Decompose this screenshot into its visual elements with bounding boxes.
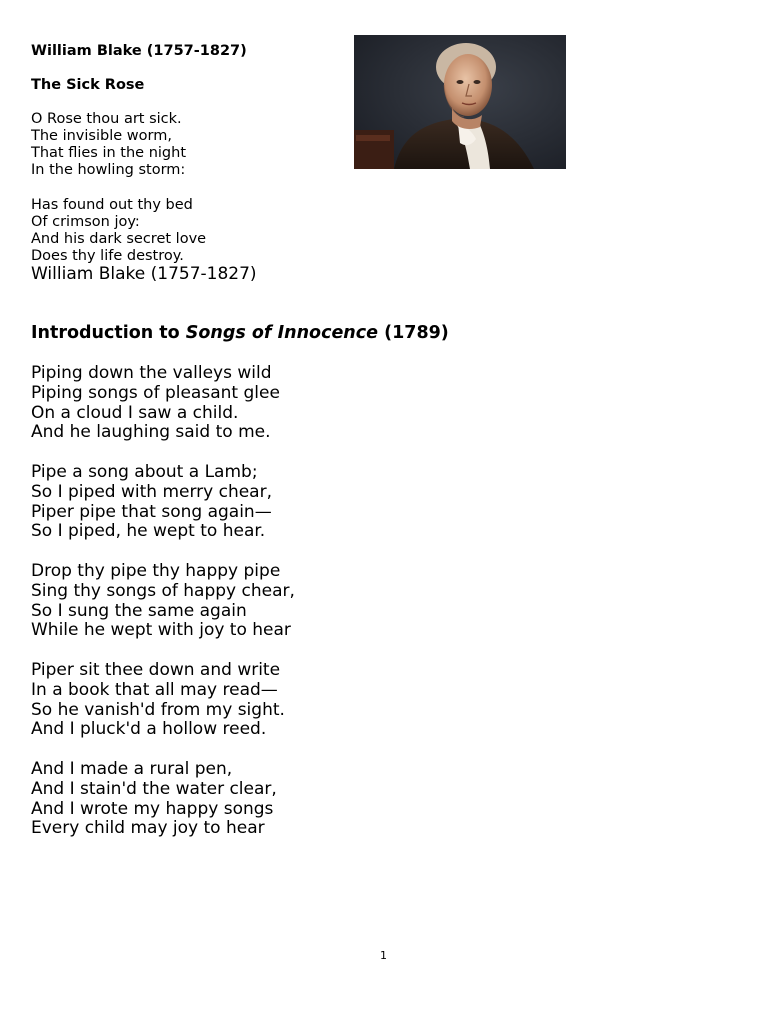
poem-line: Piper sit thee down and write <box>31 660 281 680</box>
poem-line: Piping songs of pleasant glee <box>31 382 280 403</box>
poem-line: And I made a rural pen, <box>31 759 233 779</box>
poem-line: In a book that all may read— <box>31 679 278 700</box>
poem-title-sick-rose: The Sick Rose <box>31 77 145 93</box>
poem-line: On a cloud I saw a child. <box>31 402 239 423</box>
poem-line: So I sung the same again <box>31 600 247 621</box>
poem-line: So he vanish'd from my sight. <box>31 699 285 720</box>
poem-line: So I piped, he wept to hear. <box>31 521 266 542</box>
poem-title-introduction <box>31 323 449 343</box>
poem2-stanza-3 <box>31 562 295 641</box>
poem-line: Every child may joy to hear <box>31 818 265 839</box>
poem-line: Drop thy pipe thy happy pipe <box>31 561 281 581</box>
poem2-stanza-5 <box>31 760 277 839</box>
poem-line: So I piped with merry chear, <box>31 481 272 502</box>
title-prefix: Introduction to <box>31 323 186 343</box>
poem-line: Piper pipe that song again— <box>31 501 272 522</box>
poem-line: That flies in the night <box>31 145 187 161</box>
author-portrait-image <box>354 35 566 169</box>
poem1-stanza-2 <box>31 197 206 265</box>
poem-line: And I stain'd the water clear, <box>31 778 277 799</box>
title-suffix: (1789) <box>378 323 449 343</box>
poem-line: Piping down the valleys wild <box>31 363 272 383</box>
poem-line: Does thy life destroy. <box>31 248 184 264</box>
poem1-attribution: William Blake (1757-1827) <box>31 264 257 284</box>
poem2-stanza-4 <box>31 661 285 740</box>
poem-line: And I pluck'd a hollow reed. <box>31 719 267 740</box>
poem-line: Has found out thy bed <box>31 197 193 213</box>
poem-line: And he laughing said to me. <box>31 422 271 443</box>
poem-line: While he wept with joy to hear <box>31 620 291 641</box>
poem-line: In the howling storm: <box>31 162 186 178</box>
poem-line: Of crimson joy: <box>31 214 140 230</box>
poem-line: The invisible worm, <box>31 128 172 144</box>
poem2-stanza-2 <box>31 463 272 542</box>
poem2-stanza-1 <box>31 364 280 443</box>
poem-line: Sing thy songs of happy chear, <box>31 580 295 601</box>
poem-line: O Rose thou art sick. <box>31 111 182 127</box>
page-number: 1 <box>380 949 387 962</box>
poem-line: And I wrote my happy songs <box>31 798 274 819</box>
author-heading: William Blake (1757-1827) <box>31 43 247 59</box>
title-italic: Songs of Innocence <box>185 323 379 343</box>
poem-line: And his dark secret love <box>31 231 207 247</box>
poem1-stanza-1 <box>31 111 186 179</box>
poem-line: Pipe a song about a Lamb; <box>31 462 258 482</box>
